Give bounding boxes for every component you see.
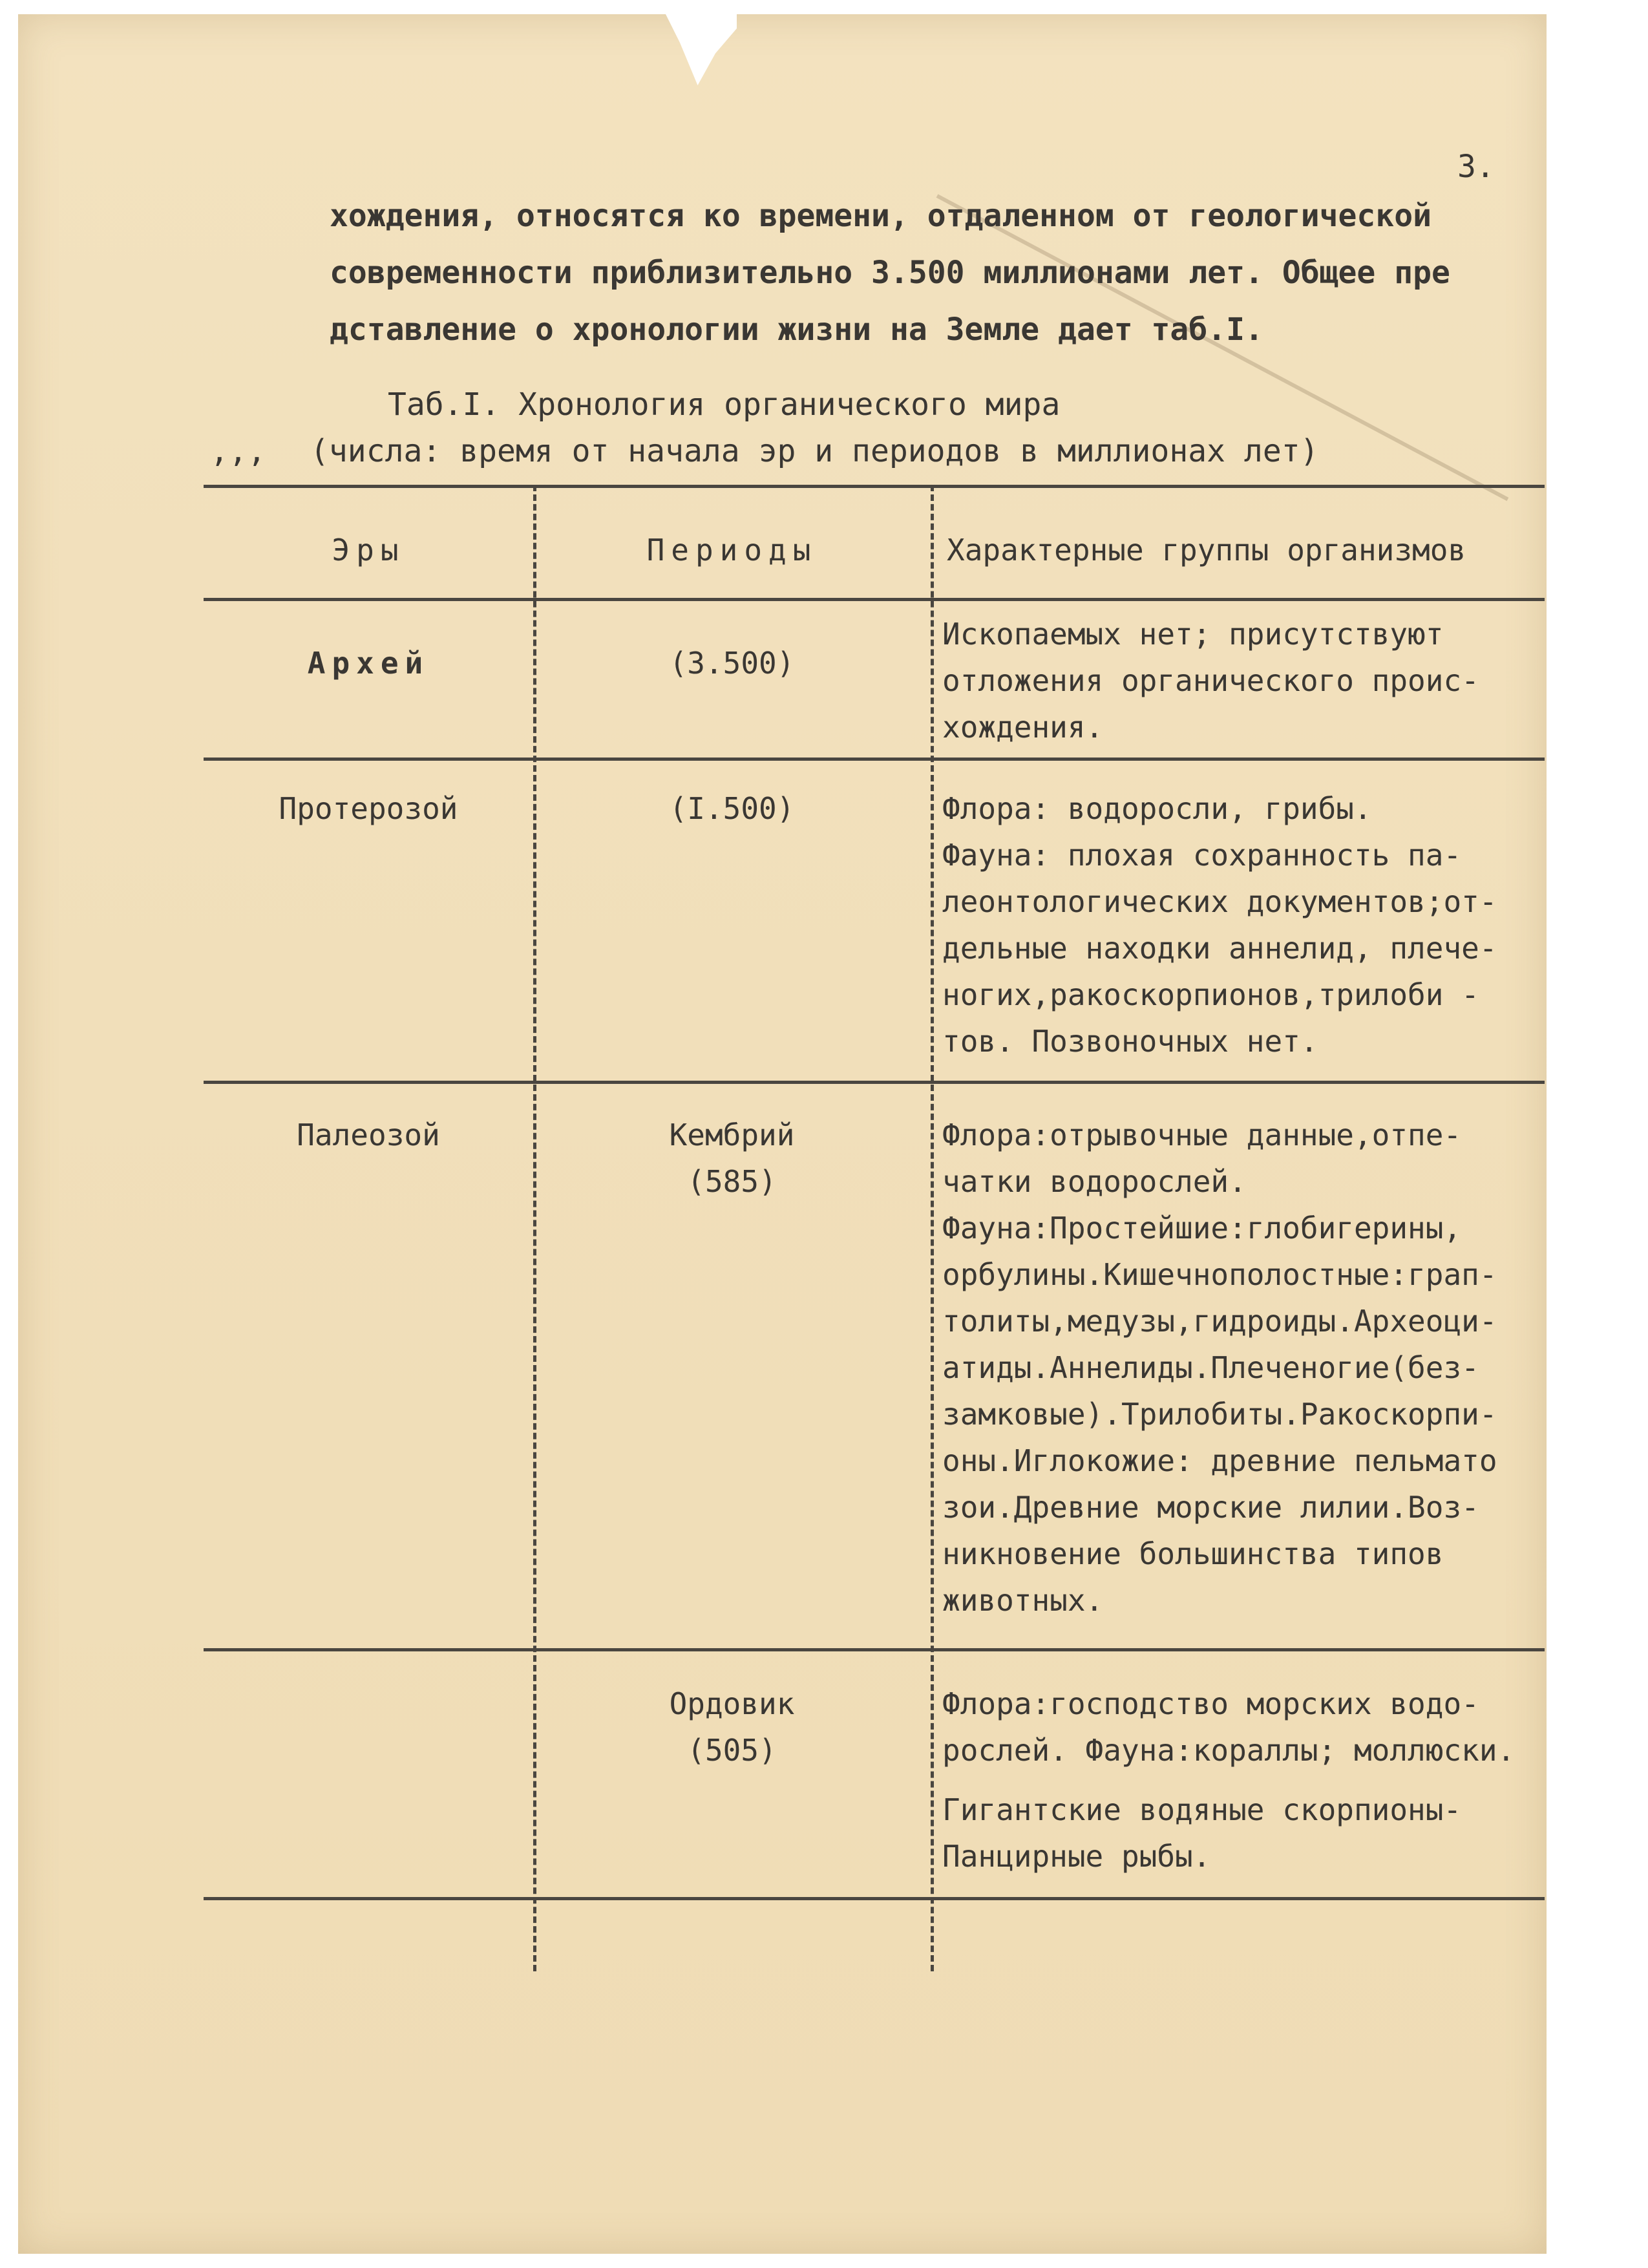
row-rule (204, 1648, 1545, 1651)
intro-paragraph (330, 187, 1545, 358)
caption-subtitle: (числа: время от начала эр и периодов в миллионах лет) (310, 433, 1319, 469)
header-organisms: Характерные группы организмов (947, 533, 1466, 567)
organisms-line: атиды.Аннелиды.Плеченогие(без- (942, 1350, 1479, 1385)
period-name: Кембрий (669, 1118, 795, 1152)
period-age: (505) (687, 1733, 777, 1768)
page-number: 3. (1457, 149, 1495, 185)
organisms-line: ногих,ракоскорпионов,трилоби - (942, 977, 1479, 1012)
age-cell: (3.500) (669, 646, 795, 681)
organisms-cell (942, 1680, 1543, 1880)
intro-line: хождения, относятся ко времени, отдаленном от геологической (330, 198, 1432, 234)
era-cell: Архей (307, 646, 430, 681)
organisms-line: зои.Древние морские лилии.Воз- (942, 1490, 1479, 1525)
organisms-line: рослей. Фауна:кораллы; моллюски. (942, 1733, 1516, 1768)
organisms-line: животных. (942, 1583, 1104, 1618)
caption-title: Таб.I. Хронология органического мира (388, 387, 1061, 423)
era-cell: Палеозой (297, 1118, 440, 1152)
period-cell (536, 1680, 927, 1774)
table-caption (213, 381, 1441, 474)
organisms-line: отложения органического проис- (942, 663, 1479, 698)
era-cell: Протерозой (279, 791, 458, 826)
table-bottom-rule (204, 1897, 1545, 1900)
organisms-line: орбулины.Кишечнополостные:грап- (942, 1257, 1497, 1292)
column-divider (931, 485, 934, 1971)
organisms-cell (942, 611, 1543, 750)
organisms-line: хождения. (942, 710, 1104, 745)
header-rule (204, 598, 1545, 601)
organisms-line: Флора: водоросли, грибы. (942, 791, 1372, 826)
organisms-line: дельные находки аннелид, плече- (942, 931, 1497, 966)
age-cell: (I.500) (669, 791, 795, 826)
organisms-line: замковые).Трилобиты.Ракоскорпи- (942, 1397, 1497, 1432)
organisms-line: никновение большинства типов (942, 1536, 1444, 1571)
table-top-rule (204, 485, 1545, 488)
organisms-cell (942, 1112, 1543, 1624)
intro-line: дставление о хронологии жизни на Земле дает таб.I. (330, 312, 1263, 348)
margin-marks: ,,, (210, 433, 266, 469)
organisms-line: Флора:господство морских водо- (942, 1686, 1479, 1721)
organisms-line: чатки водорослей. (942, 1164, 1247, 1199)
organisms-line: Панцирные рыбы. (942, 1839, 1211, 1874)
organisms-line: леонтологических документов;от- (942, 884, 1497, 919)
period-name: Ордовик (669, 1686, 795, 1721)
intro-line: современности приблизительно 3.500 миллионами лет. Общее пре (330, 255, 1450, 291)
organisms-line: Фауна:Простейшие:глобигерины, (942, 1211, 1462, 1245)
row-rule (204, 1081, 1545, 1084)
organisms-line: Фауна: плохая сохранность па- (942, 838, 1462, 873)
organisms-line: Гигантские водяные скорпионы- (942, 1792, 1462, 1827)
organisms-line: толиты,медузы,гидроиды.Археоци- (942, 1304, 1497, 1339)
row-rule (204, 758, 1545, 761)
period-age: (585) (687, 1164, 777, 1199)
organisms-line: оны.Иглокожие: древние пельмато (942, 1443, 1497, 1478)
header-eras: Эры (332, 533, 405, 567)
organisms-line: тов. Позвоночных нет. (942, 1024, 1318, 1059)
organisms-line: Ископаемых нет; присутствуют (942, 617, 1444, 652)
organisms-cell (942, 785, 1543, 1065)
header-periods: Периоды (646, 533, 818, 567)
organisms-line: Флора:отрывочные данные,отпе- (942, 1118, 1462, 1152)
period-cell (536, 1112, 927, 1205)
